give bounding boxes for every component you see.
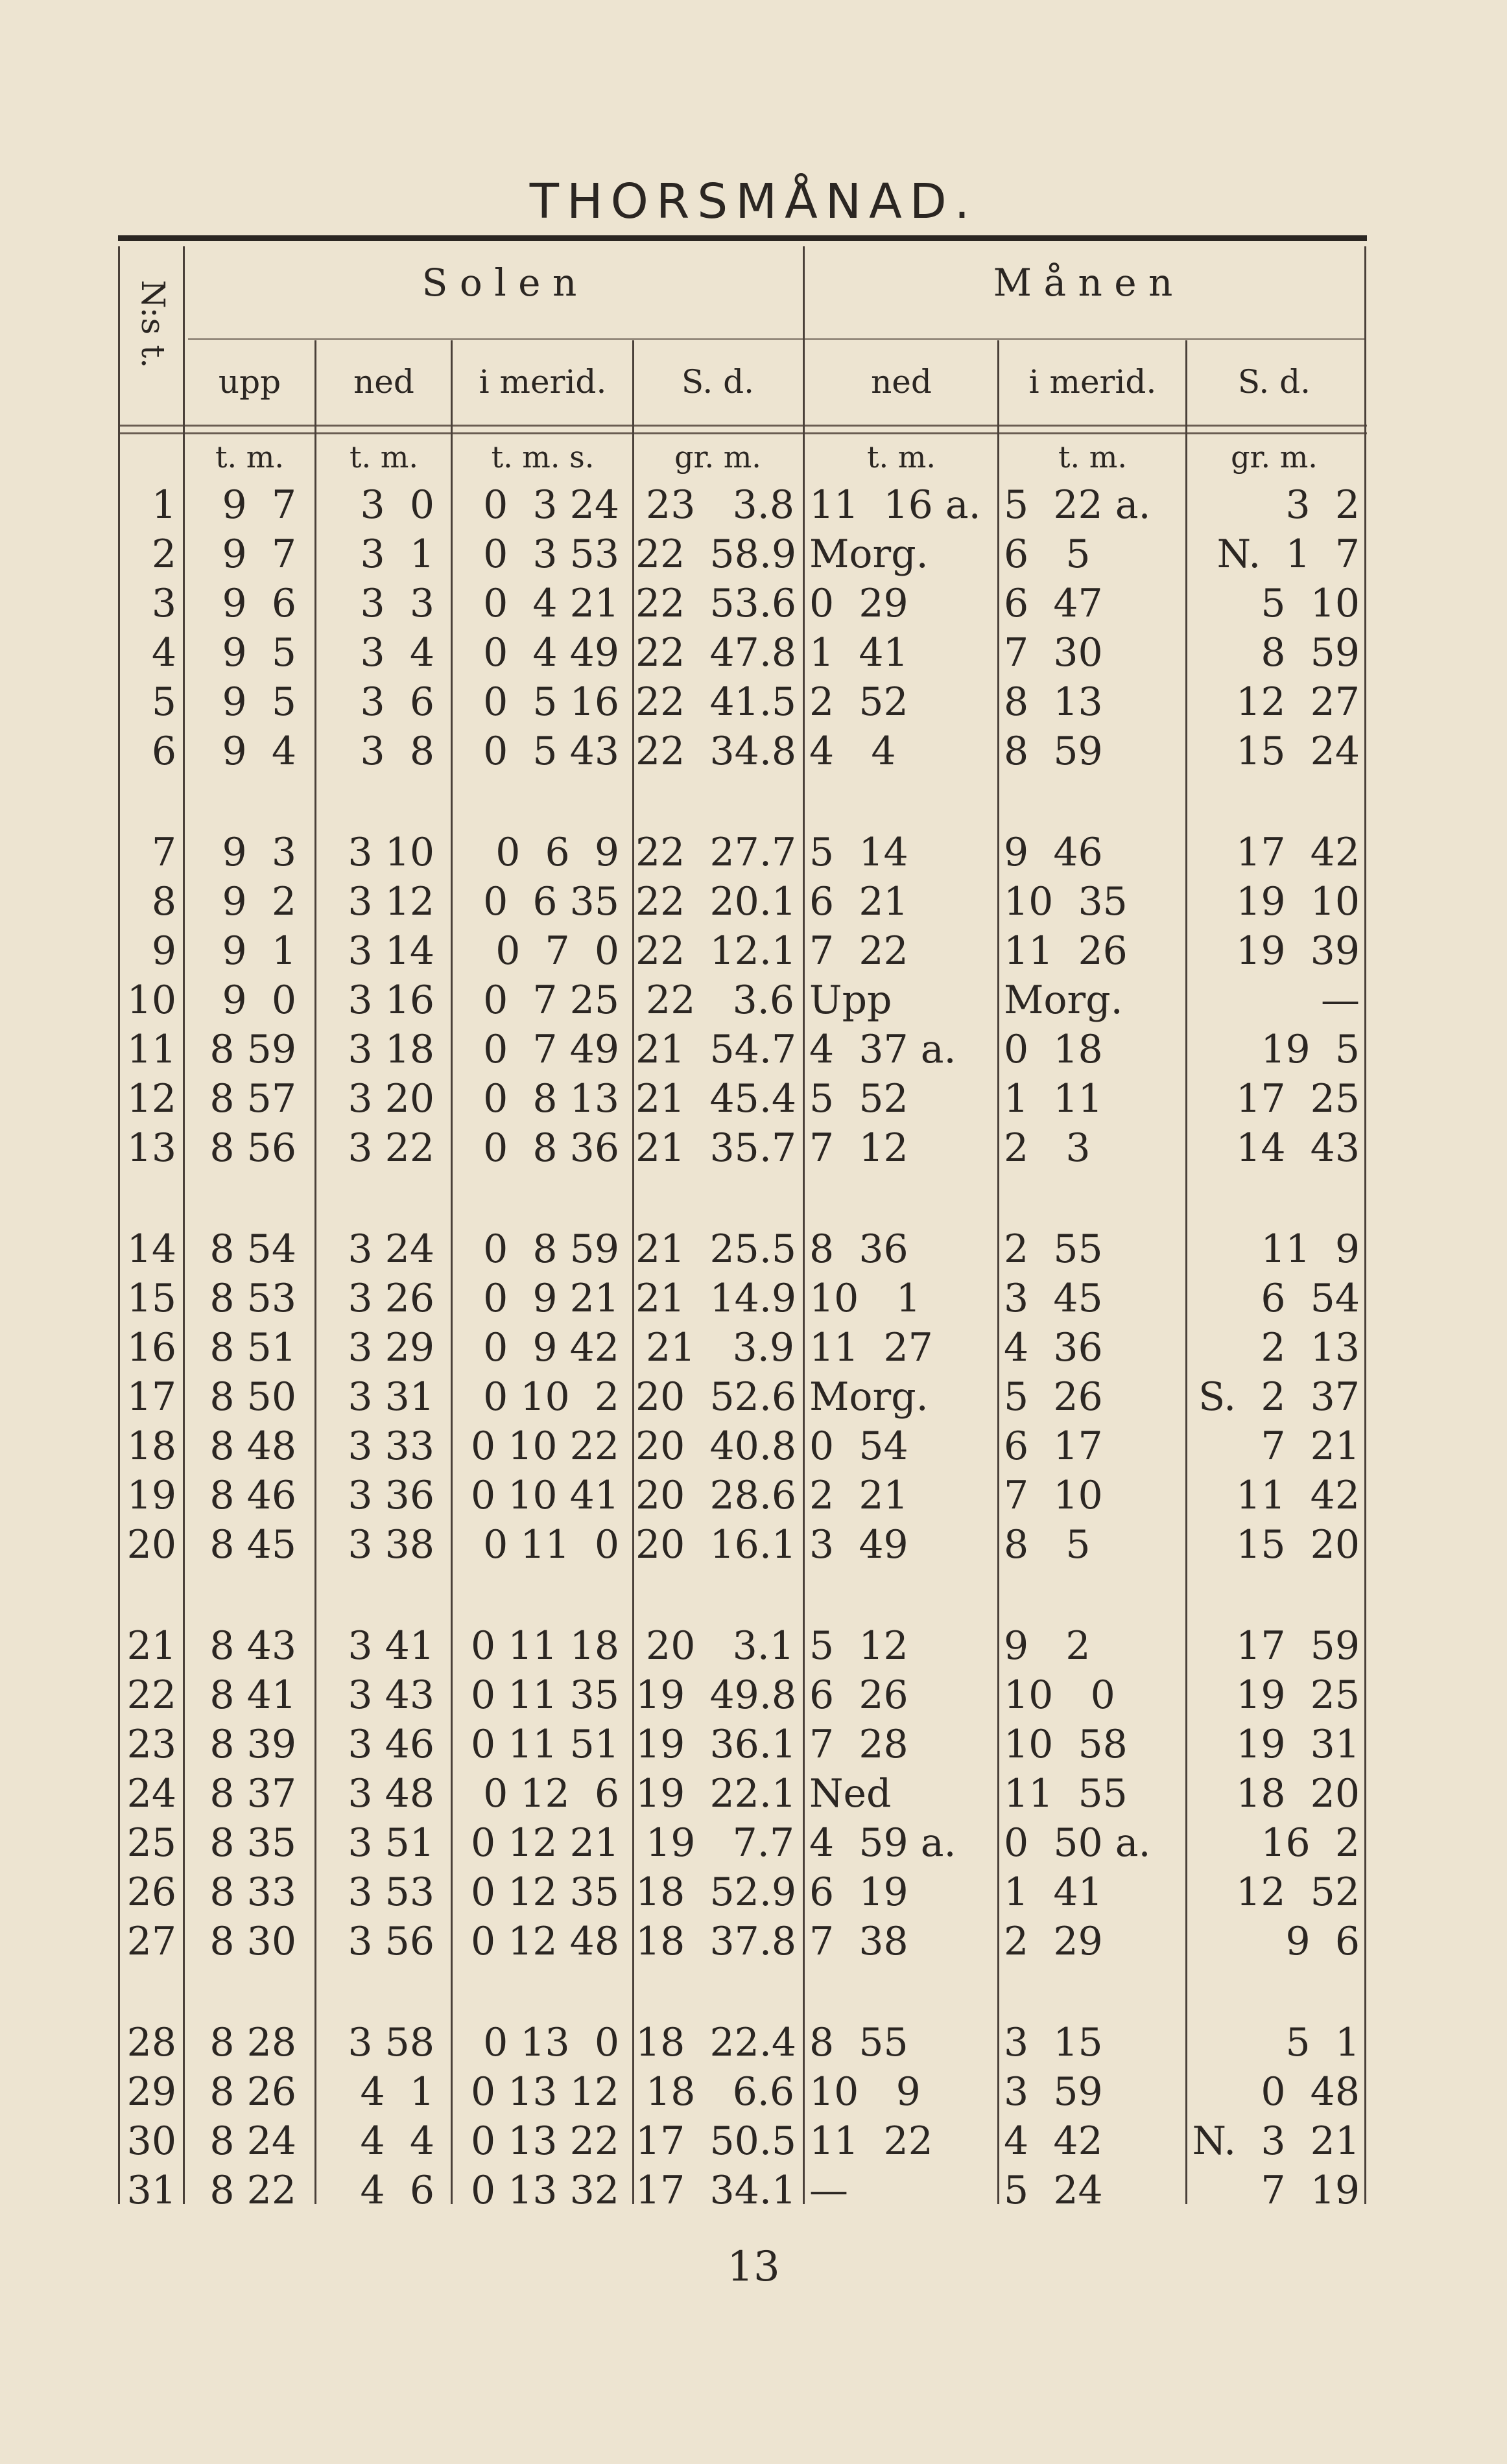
unit-man-merid: t. m. (1058, 440, 1127, 475)
manen-group-header: M å n e n (993, 261, 1173, 305)
moon-declination: 17 42 (1236, 830, 1360, 875)
day-number: 11 (126, 1027, 176, 1072)
sun-declination: 22 47.8 (635, 630, 797, 675)
sun-rise: 8 56 (209, 1125, 296, 1171)
moon-declination: 7 19 (1261, 2168, 1360, 2213)
moon-declination: 9 6 (1285, 1919, 1360, 1964)
moon-meridian: 5 24 (1004, 2168, 1103, 2213)
moon-set: 11 27 (809, 1325, 933, 1370)
sun-declination: 22 12.1 (635, 928, 797, 974)
moon-meridian: 8 13 (1004, 679, 1103, 725)
unit-man-ned: t. m. (867, 440, 936, 475)
day-number: 31 (126, 2168, 176, 2213)
sun-meridian: 0 12 6 (483, 1771, 619, 1816)
moon-declination: 17 25 (1236, 1076, 1360, 1121)
sun-set: 3 48 (348, 1771, 434, 1816)
sun-set: 3 31 (348, 1374, 434, 1420)
moon-meridian: 3 15 (1004, 2020, 1103, 2065)
day-number: 27 (126, 1919, 176, 1964)
moon-meridian: 5 22 a. (1004, 482, 1151, 528)
sun-set: 3 46 (348, 1722, 434, 1767)
moon-meridian: 7 10 (1004, 1473, 1103, 1518)
col-header-sol-ned: ned (353, 363, 414, 401)
sun-set: 3 53 (348, 1870, 434, 1915)
sun-declination: 21 35.7 (635, 1125, 797, 1171)
moon-meridian: 2 29 (1004, 1919, 1103, 1964)
sun-meridian: 0 11 35 (470, 1672, 619, 1718)
sun-set: 3 1 (360, 532, 434, 577)
moon-declination: 0 48 (1261, 2069, 1360, 2115)
sun-declination: 22 58.9 (635, 532, 797, 577)
day-number: 6 (151, 729, 176, 774)
moon-set: 8 55 (809, 2020, 908, 2065)
sun-declination: 20 3.1 (646, 1623, 794, 1669)
moon-set: 10 1 (809, 1276, 921, 1321)
moon-declination: 17 59 (1236, 1623, 1360, 1669)
day-number: 24 (126, 1771, 176, 1816)
moon-set: Ned (809, 1771, 892, 1816)
sun-set: 3 0 (360, 482, 434, 528)
sun-set: 3 10 (348, 830, 434, 875)
header-bottom-rule-2 (118, 432, 1367, 434)
sun-set: 4 6 (360, 2168, 434, 2213)
sun-rise: 9 3 (222, 830, 296, 875)
solen-subheader-rule (188, 338, 811, 340)
moon-set: 6 21 (809, 879, 908, 924)
sun-rise: 8 26 (209, 2069, 296, 2115)
sun-declination: 18 52.9 (635, 1870, 797, 1915)
moon-declination: 19 10 (1236, 879, 1360, 924)
sun-declination: 21 45.4 (635, 1076, 797, 1121)
divider-right (1364, 246, 1366, 2204)
sun-declination: 20 52.6 (635, 1374, 797, 1420)
moon-set: 11 16 a. (809, 482, 981, 528)
moon-declination: 12 52 (1236, 1870, 1360, 1915)
sun-meridian: 0 13 22 (470, 2118, 619, 2164)
moon-meridian: Morg. (1004, 978, 1123, 1023)
solen-group-header: S o l e n (421, 261, 577, 305)
sun-set: 3 33 (348, 1424, 434, 1469)
moon-declination: N. 3 21 (1192, 2118, 1360, 2164)
moon-declination: 15 24 (1236, 729, 1360, 774)
day-number: 26 (126, 1870, 176, 1915)
moon-declination: 18 20 (1236, 1771, 1360, 1816)
sun-meridian: 0 10 2 (483, 1374, 619, 1420)
sun-set: 3 24 (348, 1226, 434, 1272)
day-number: 28 (126, 2020, 176, 2065)
sun-meridian: 0 11 51 (470, 1722, 619, 1767)
moon-declination: 2 13 (1261, 1325, 1360, 1370)
moon-set: 5 14 (809, 830, 908, 875)
moon-meridian: 3 59 (1004, 2069, 1103, 2115)
moon-declination: 19 5 (1261, 1027, 1360, 1072)
sun-meridian: 0 12 21 (470, 1820, 619, 1866)
sun-rise: 8 37 (209, 1771, 296, 1816)
sun-declination: 18 37.8 (635, 1919, 797, 1964)
unit-man-sd: gr. m. (1231, 440, 1318, 475)
moon-set: Morg. (809, 1374, 929, 1420)
sun-rise: 8 51 (209, 1325, 296, 1370)
manen-subheader-rule (811, 338, 1365, 340)
sun-meridian: 0 13 32 (470, 2168, 619, 2213)
col-header-sol-merid: i merid. (479, 363, 607, 401)
sun-set: 3 22 (348, 1125, 434, 1171)
moon-declination: 14 43 (1236, 1125, 1360, 1171)
moon-declination: 5 10 (1261, 581, 1360, 626)
sun-set: 3 18 (348, 1027, 434, 1072)
col-header-sol-sd: S. d. (681, 363, 755, 401)
moon-meridian: 3 45 (1004, 1276, 1103, 1321)
moon-set: 4 37 a. (809, 1027, 956, 1072)
moon-declination: 8 59 (1261, 630, 1360, 675)
divider-merid-sd (632, 340, 634, 2204)
moon-set: 6 19 (809, 1870, 908, 1915)
moon-set: 2 52 (809, 679, 908, 725)
sun-declination: 20 28.6 (635, 1473, 797, 1518)
moon-set: 3 49 (809, 1522, 908, 1567)
moon-meridian: 6 47 (1004, 581, 1103, 626)
header-bottom-rule (118, 425, 1367, 427)
day-number: 17 (126, 1374, 176, 1420)
moon-meridian: 6 5 (1004, 532, 1091, 577)
sun-rise: 9 1 (222, 928, 296, 974)
sun-set: 3 20 (348, 1076, 434, 1121)
header-top-rule (118, 235, 1367, 241)
sun-meridian: 0 12 35 (470, 1870, 619, 1915)
day-number-header-label: N:s t. (134, 279, 172, 369)
sun-set: 3 38 (348, 1522, 434, 1567)
day-number: 5 (151, 679, 176, 725)
moon-set: 7 22 (809, 928, 908, 974)
moon-declination: N. 1 7 (1216, 532, 1360, 577)
day-number: 30 (126, 2118, 176, 2164)
sun-declination: 21 54.7 (635, 1027, 797, 1072)
sun-set: 3 4 (360, 630, 434, 675)
moon-set: 4 59 a. (809, 1820, 956, 1866)
moon-declination: 7 21 (1261, 1424, 1360, 1469)
moon-meridian: 9 2 (1004, 1623, 1091, 1669)
sun-declination: 19 49.8 (635, 1672, 797, 1718)
sun-rise: 8 45 (209, 1522, 296, 1567)
sun-set: 3 43 (348, 1672, 434, 1718)
moon-set: 7 12 (809, 1125, 908, 1171)
sun-rise: 9 0 (222, 978, 296, 1023)
day-number: 13 (126, 1125, 176, 1171)
sun-set: 3 26 (348, 1276, 434, 1321)
moon-declination: 11 42 (1236, 1473, 1360, 1518)
moon-set: 10 9 (809, 2069, 921, 2115)
day-number-header (122, 259, 184, 389)
sun-declination: 22 41.5 (635, 679, 797, 725)
day-number: 3 (151, 581, 176, 626)
moon-meridian: 1 41 (1004, 1870, 1103, 1915)
sun-rise: 9 7 (222, 482, 296, 528)
moon-meridian: 11 55 (1004, 1771, 1128, 1816)
sun-rise: 8 57 (209, 1076, 296, 1121)
moon-declination: 15 20 (1236, 1522, 1360, 1567)
moon-meridian: 9 46 (1004, 830, 1103, 875)
day-number: 9 (151, 928, 176, 974)
sun-declination: 22 20.1 (635, 879, 797, 924)
day-number: 18 (126, 1424, 176, 1469)
moon-set: 8 36 (809, 1226, 908, 1272)
sun-declination: 21 25.5 (635, 1226, 797, 1272)
unit-sol-merid: t. m. s. (491, 440, 595, 475)
sun-declination: 20 16.1 (635, 1522, 797, 1567)
day-number: 10 (126, 978, 176, 1023)
sun-meridian: 0 3 24 (483, 482, 619, 528)
day-number: 8 (151, 879, 176, 924)
sun-rise: 9 5 (222, 630, 296, 675)
sun-rise: 8 50 (209, 1374, 296, 1420)
sun-rise: 9 5 (222, 679, 296, 725)
sun-meridian: 0 5 43 (483, 729, 619, 774)
day-number: 19 (126, 1473, 176, 1518)
sun-declination: 22 27.7 (635, 830, 797, 875)
col-header-man-merid: i merid. (1028, 363, 1157, 401)
moon-declination: — (1321, 978, 1360, 1023)
sun-meridian: 0 7 0 (495, 928, 619, 974)
day-number: 25 (126, 1820, 176, 1866)
sun-meridian: 0 9 21 (483, 1276, 619, 1321)
divider-upp-ned (314, 340, 316, 2204)
moon-set: 11 22 (809, 2118, 933, 2164)
day-number: 15 (126, 1276, 176, 1321)
sun-meridian: 0 4 49 (483, 630, 619, 675)
sun-rise: 8 43 (209, 1623, 296, 1669)
sun-rise: 9 2 (222, 879, 296, 924)
sun-set: 3 16 (348, 978, 434, 1023)
moon-declination: 12 27 (1236, 679, 1360, 725)
sun-declination: 19 22.1 (635, 1771, 797, 1816)
sun-rise: 8 59 (209, 1027, 296, 1072)
day-number: 22 (126, 1672, 176, 1718)
sun-meridian: 0 6 9 (495, 830, 619, 875)
divider-mned-mmerid (997, 340, 999, 2204)
sun-declination: 23 3.8 (646, 482, 794, 528)
page-number: 13 (727, 2243, 780, 2291)
sun-meridian: 0 7 25 (483, 978, 619, 1023)
sun-meridian: 0 5 16 (483, 679, 619, 725)
sun-declination: 19 36.1 (635, 1722, 797, 1767)
sun-meridian: 0 8 59 (483, 1226, 619, 1272)
moon-meridian: 4 42 (1004, 2118, 1103, 2164)
sun-set: 3 12 (348, 879, 434, 924)
sun-meridian: 0 13 0 (483, 2020, 619, 2065)
moon-declination: 19 25 (1236, 1672, 1360, 1718)
moon-meridian: 8 59 (1004, 729, 1103, 774)
sun-declination: 18 6.6 (646, 2069, 794, 2115)
moon-meridian: 4 36 (1004, 1325, 1103, 1370)
sun-declination: 20 40.8 (635, 1424, 797, 1469)
day-number: 2 (151, 532, 176, 577)
sun-rise: 8 24 (209, 2118, 296, 2164)
unit-sol-upp: t. m. (215, 440, 284, 475)
moon-meridian: 11 26 (1004, 928, 1128, 974)
page-title: THORSMÅNAD. (529, 174, 978, 229)
moon-meridian: 5 26 (1004, 1374, 1103, 1420)
sun-rise: 8 28 (209, 2020, 296, 2065)
moon-meridian: 10 58 (1004, 1722, 1128, 1767)
moon-meridian: 10 0 (1004, 1672, 1115, 1718)
moon-set: Morg. (809, 532, 929, 577)
sun-set: 3 3 (360, 581, 434, 626)
divider-sol-man (803, 246, 805, 2204)
sun-meridian: 0 13 12 (470, 2069, 619, 2115)
sun-set: 3 14 (348, 928, 434, 974)
moon-declination: 6 54 (1261, 1276, 1360, 1321)
sun-meridian: 0 8 13 (483, 1076, 619, 1121)
sun-rise: 8 33 (209, 1870, 296, 1915)
unit-sol-sd: gr. m. (674, 440, 761, 475)
sun-meridian: 0 10 41 (470, 1473, 619, 1518)
moon-set: 0 54 (809, 1424, 908, 1469)
moon-declination: S. 2 37 (1198, 1374, 1360, 1420)
day-number: 14 (126, 1226, 176, 1272)
sun-rise: 8 35 (209, 1820, 296, 1866)
sun-declination: 21 14.9 (635, 1276, 797, 1321)
sun-declination: 19 7.7 (646, 1820, 794, 1866)
sun-meridian: 0 9 42 (483, 1325, 619, 1370)
divider-mmerid-msd (1185, 340, 1187, 2204)
moon-meridian: 6 17 (1004, 1424, 1103, 1469)
sun-set: 4 1 (360, 2069, 434, 2115)
sun-set: 3 56 (348, 1919, 434, 1964)
sun-rise: 8 41 (209, 1672, 296, 1718)
sun-set: 3 29 (348, 1325, 434, 1370)
day-number: 7 (151, 830, 176, 875)
sun-rise: 8 54 (209, 1226, 296, 1272)
sun-set: 3 51 (348, 1820, 434, 1866)
sun-meridian: 0 8 36 (483, 1125, 619, 1171)
moon-meridian: 8 5 (1004, 1522, 1091, 1567)
moon-meridian: 0 18 (1004, 1027, 1103, 1072)
col-header-sol-upp: upp (218, 363, 281, 401)
sun-rise: 9 4 (222, 729, 296, 774)
moon-meridian: 0 50 a. (1004, 1820, 1151, 1866)
sun-meridian: 0 10 22 (470, 1424, 619, 1469)
sun-meridian: 0 4 21 (483, 581, 619, 626)
sun-rise: 8 53 (209, 1276, 296, 1321)
moon-set: 7 38 (809, 1919, 908, 1964)
moon-declination: 5 1 (1285, 2020, 1360, 2065)
moon-set: 6 26 (809, 1672, 908, 1718)
sun-set: 3 8 (360, 729, 434, 774)
moon-declination: 3 2 (1285, 482, 1360, 528)
moon-set: 4 4 (809, 729, 896, 774)
sun-declination: 22 53.6 (635, 581, 797, 626)
day-number: 4 (151, 630, 176, 675)
sun-meridian: 0 12 48 (470, 1919, 619, 1964)
sun-rise: 9 7 (222, 532, 296, 577)
sun-set: 3 6 (360, 679, 434, 725)
sun-meridian: 0 11 0 (483, 1522, 619, 1567)
moon-set: — (809, 2168, 848, 2213)
day-number: 21 (126, 1623, 176, 1669)
sun-set: 3 58 (348, 2020, 434, 2065)
sun-set: 4 4 (360, 2118, 434, 2164)
sun-declination: 17 34.1 (635, 2168, 797, 2213)
sun-meridian: 0 11 18 (470, 1623, 619, 1669)
moon-meridian: 10 35 (1004, 879, 1128, 924)
moon-set: 1 41 (809, 630, 908, 675)
moon-set: 5 52 (809, 1076, 908, 1121)
sun-meridian: 0 7 49 (483, 1027, 619, 1072)
sun-set: 3 36 (348, 1473, 434, 1518)
moon-declination: 19 39 (1236, 928, 1360, 974)
unit-sol-ned: t. m. (350, 440, 418, 475)
moon-meridian: 2 55 (1004, 1226, 1103, 1272)
col-header-man-ned: ned (871, 363, 932, 401)
col-header-man-sd: S. d. (1237, 363, 1311, 401)
moon-declination: 19 31 (1236, 1722, 1360, 1767)
divider-ned-merid (451, 340, 453, 2204)
sun-declination: 18 22.4 (635, 2020, 797, 2065)
moon-set: 5 12 (809, 1623, 908, 1669)
moon-meridian: 1 11 (1004, 1076, 1103, 1121)
divider-left (118, 246, 120, 2204)
moon-declination: 16 2 (1261, 1820, 1360, 1866)
moon-set: Upp (809, 978, 892, 1023)
sun-declination: 21 3.9 (646, 1325, 794, 1370)
moon-set: 7 28 (809, 1722, 908, 1767)
sun-meridian: 0 6 35 (483, 879, 619, 924)
sun-meridian: 0 3 53 (483, 532, 619, 577)
divider-nr (183, 246, 185, 2204)
day-number: 1 (151, 482, 176, 528)
day-number: 20 (126, 1522, 176, 1567)
moon-meridian: 7 30 (1004, 630, 1103, 675)
sun-declination: 22 3.6 (646, 978, 794, 1023)
sun-rise: 8 39 (209, 1722, 296, 1767)
moon-declination: 11 9 (1261, 1226, 1360, 1272)
moon-set: 2 21 (809, 1473, 908, 1518)
moon-meridian: 2 3 (1004, 1125, 1091, 1171)
sun-rise: 8 48 (209, 1424, 296, 1469)
day-number: 23 (126, 1722, 176, 1767)
sun-set: 3 41 (348, 1623, 434, 1669)
day-number: 29 (126, 2069, 176, 2115)
sun-rise: 8 46 (209, 1473, 296, 1518)
sun-declination: 22 34.8 (635, 729, 797, 774)
day-number: 16 (126, 1325, 176, 1370)
sun-rise: 8 22 (209, 2168, 296, 2213)
day-number: 12 (126, 1076, 176, 1121)
sun-declination: 17 50.5 (635, 2118, 797, 2164)
sun-rise: 9 6 (222, 581, 296, 626)
moon-set: 0 29 (809, 581, 908, 626)
sun-rise: 8 30 (209, 1919, 296, 1964)
